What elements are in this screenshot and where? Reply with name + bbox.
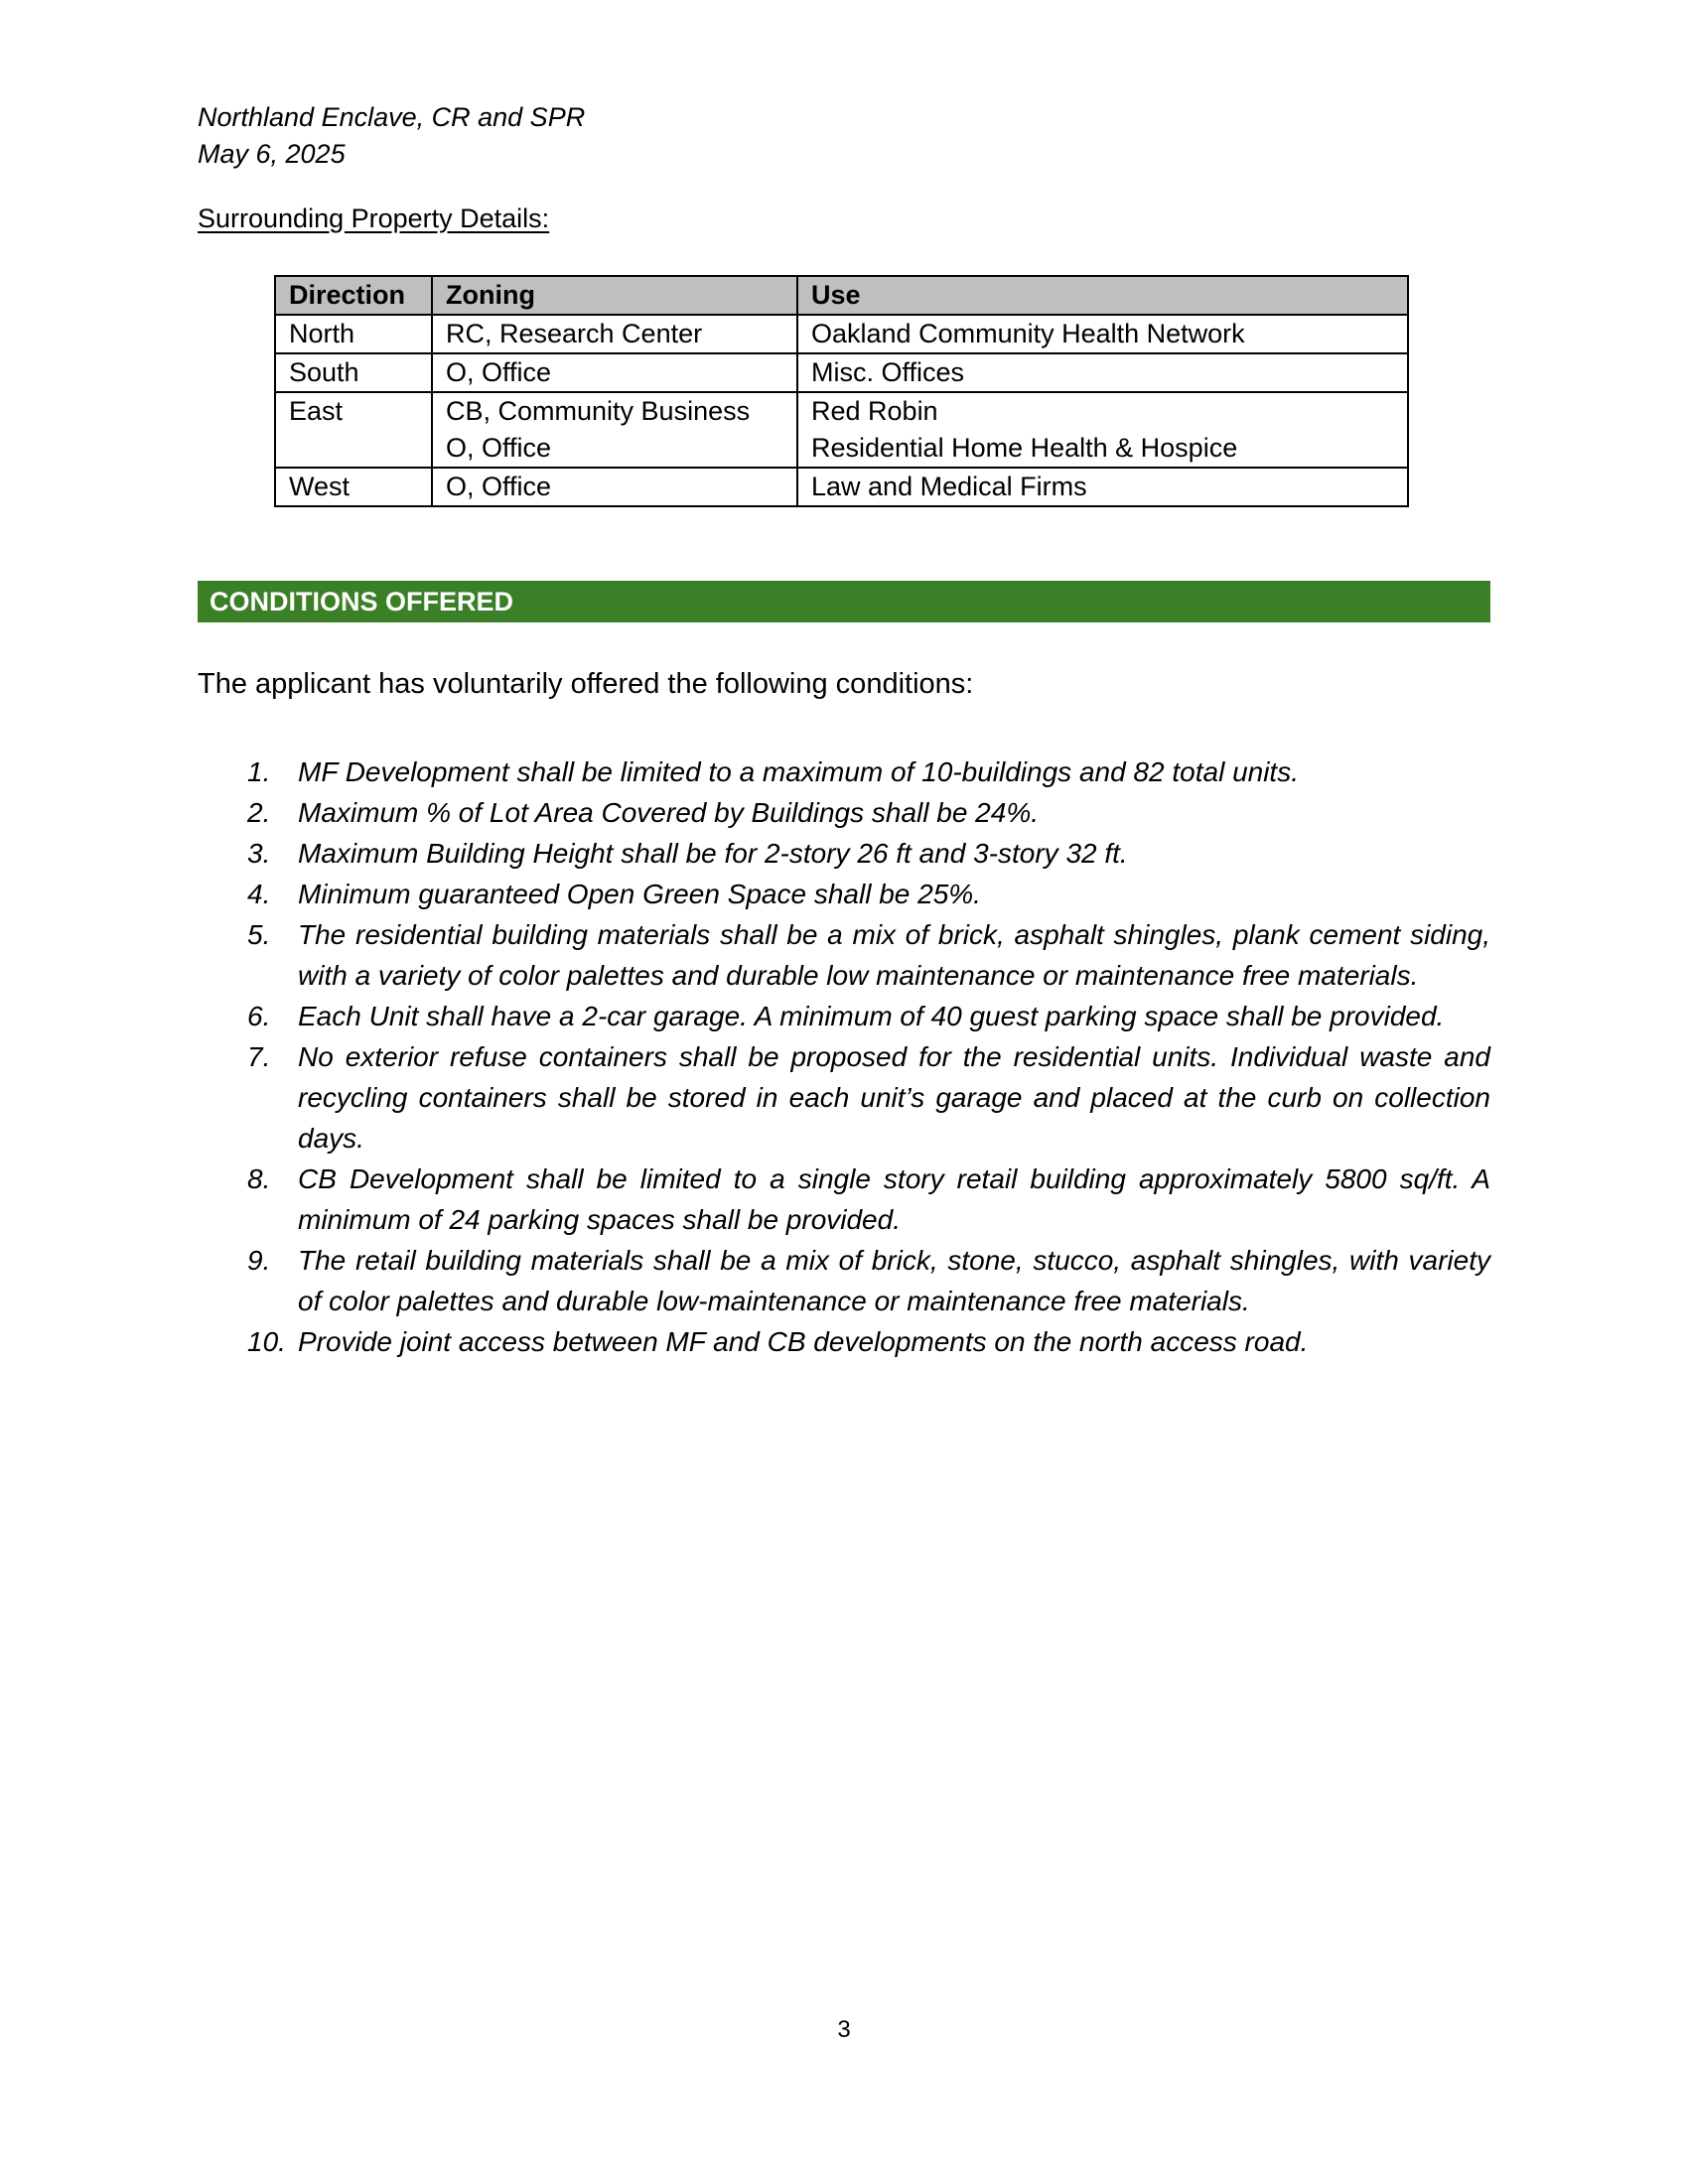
list-item-number: 6. bbox=[247, 1001, 271, 1031]
cell-direction: East bbox=[275, 392, 432, 468]
cell-direction: West bbox=[275, 468, 432, 506]
list-item-number: 10. bbox=[247, 1326, 286, 1357]
use-line: Oakland Community Health Network bbox=[811, 319, 1245, 348]
list-item-text: MF Development shall be limited to a maximum of 10-buildings and 82 total units. bbox=[298, 756, 1299, 787]
table-row bbox=[275, 392, 1408, 468]
use-line: Law and Medical Firms bbox=[811, 472, 1087, 501]
zoning-line: CB, Community Business bbox=[446, 396, 751, 426]
surrounding-property-title: Surrounding Property Details: bbox=[198, 204, 550, 233]
page-number: 3 bbox=[837, 2016, 851, 2043]
cell-use bbox=[797, 468, 1408, 506]
list-item-number: 5. bbox=[247, 919, 271, 950]
list-item-text: The retail building materials shall be a mix of brick, stone, stucco, asphalt shingles, with variety of color palettes and durable low-maintenance or maintenance free materials. bbox=[298, 1245, 1490, 1316]
list-item-number: 4. bbox=[247, 879, 271, 909]
table-row bbox=[275, 353, 1408, 392]
cell-direction: North bbox=[275, 315, 432, 353]
use-line: Red Robin bbox=[811, 396, 938, 426]
cell-use bbox=[797, 353, 1408, 392]
list-item-number: 9. bbox=[247, 1245, 271, 1276]
cell-zoning bbox=[432, 315, 797, 353]
column-header-direction: Direction bbox=[275, 276, 432, 315]
conditions-intro: The applicant has voluntarily offered the following conditions: bbox=[198, 668, 974, 700]
list-item bbox=[198, 1036, 1490, 1159]
list-item-text: Maximum % of Lot Area Covered by Buildings shall be 24%. bbox=[298, 797, 1039, 828]
table-header-row bbox=[275, 276, 1408, 315]
list-item bbox=[198, 1159, 1490, 1240]
cell-zoning bbox=[432, 392, 797, 468]
list-item bbox=[198, 833, 1490, 874]
list-item-number: 2. bbox=[247, 797, 271, 828]
cell-zoning bbox=[432, 468, 797, 506]
zoning-line: RC, Research Center bbox=[446, 319, 703, 348]
list-item-number: 1. bbox=[247, 756, 271, 787]
list-item-number: 3. bbox=[247, 838, 271, 869]
list-item-text: The residential building materials shall be a mix of brick, asphalt shingles, plank cement siding, with a variety of color palettes and durable low maintenance or maintenance free materials. bbox=[298, 919, 1490, 991]
use-line: Misc. Offices bbox=[811, 357, 965, 387]
list-item-text: Provide joint access between MF and CB developments on the north access road. bbox=[298, 1326, 1309, 1357]
list-item-text: No exterior refuse containers shall be proposed for the residential units. Individual waste and recycling containers shall be stored in each unit’s garage and placed at the curb on collection days. bbox=[298, 1041, 1490, 1154]
list-item bbox=[198, 1240, 1490, 1321]
list-item-number: 7. bbox=[247, 1041, 271, 1072]
header-title: Northland Enclave, CR and SPR bbox=[198, 102, 586, 132]
cell-direction: South bbox=[275, 353, 432, 392]
list-item bbox=[198, 751, 1490, 792]
list-item-text: CB Development shall be limited to a single story retail building approximately 5800 sq/ft. A minimum of 24 parking spaces shall be provided. bbox=[298, 1163, 1490, 1235]
cell-use bbox=[797, 315, 1408, 353]
list-item-text: Minimum guaranteed Open Green Space shall be 25%. bbox=[298, 879, 981, 909]
column-header-use: Use bbox=[797, 276, 1408, 315]
cell-zoning bbox=[432, 353, 797, 392]
column-header-zoning: Zoning bbox=[432, 276, 797, 315]
list-item bbox=[198, 792, 1490, 833]
conditions-list bbox=[198, 751, 1490, 1362]
header-date: May 6, 2025 bbox=[198, 139, 346, 169]
cell-use bbox=[797, 392, 1408, 468]
zoning-line: O, Office bbox=[446, 357, 552, 387]
use-line: Residential Home Health & Hospice bbox=[811, 433, 1238, 463]
zoning-line: O, Office bbox=[446, 433, 552, 463]
document-header bbox=[198, 99, 585, 173]
list-item bbox=[198, 914, 1490, 996]
zoning-line: O, Office bbox=[446, 472, 552, 501]
list-item-text: Each Unit shall have a 2-car garage. A minimum of 40 guest parking space shall be provided. bbox=[298, 1001, 1445, 1031]
list-item-text: Maximum Building Height shall be for 2-story 26 ft and 3-story 32 ft. bbox=[298, 838, 1128, 869]
surrounding-property-table bbox=[274, 275, 1409, 507]
table-row bbox=[275, 315, 1408, 353]
list-item-number: 8. bbox=[247, 1163, 271, 1194]
table-row bbox=[275, 468, 1408, 506]
list-item bbox=[198, 874, 1490, 914]
list-item bbox=[198, 1321, 1490, 1362]
conditions-offered-banner: CONDITIONS OFFERED bbox=[198, 581, 1490, 622]
list-item bbox=[198, 996, 1490, 1036]
